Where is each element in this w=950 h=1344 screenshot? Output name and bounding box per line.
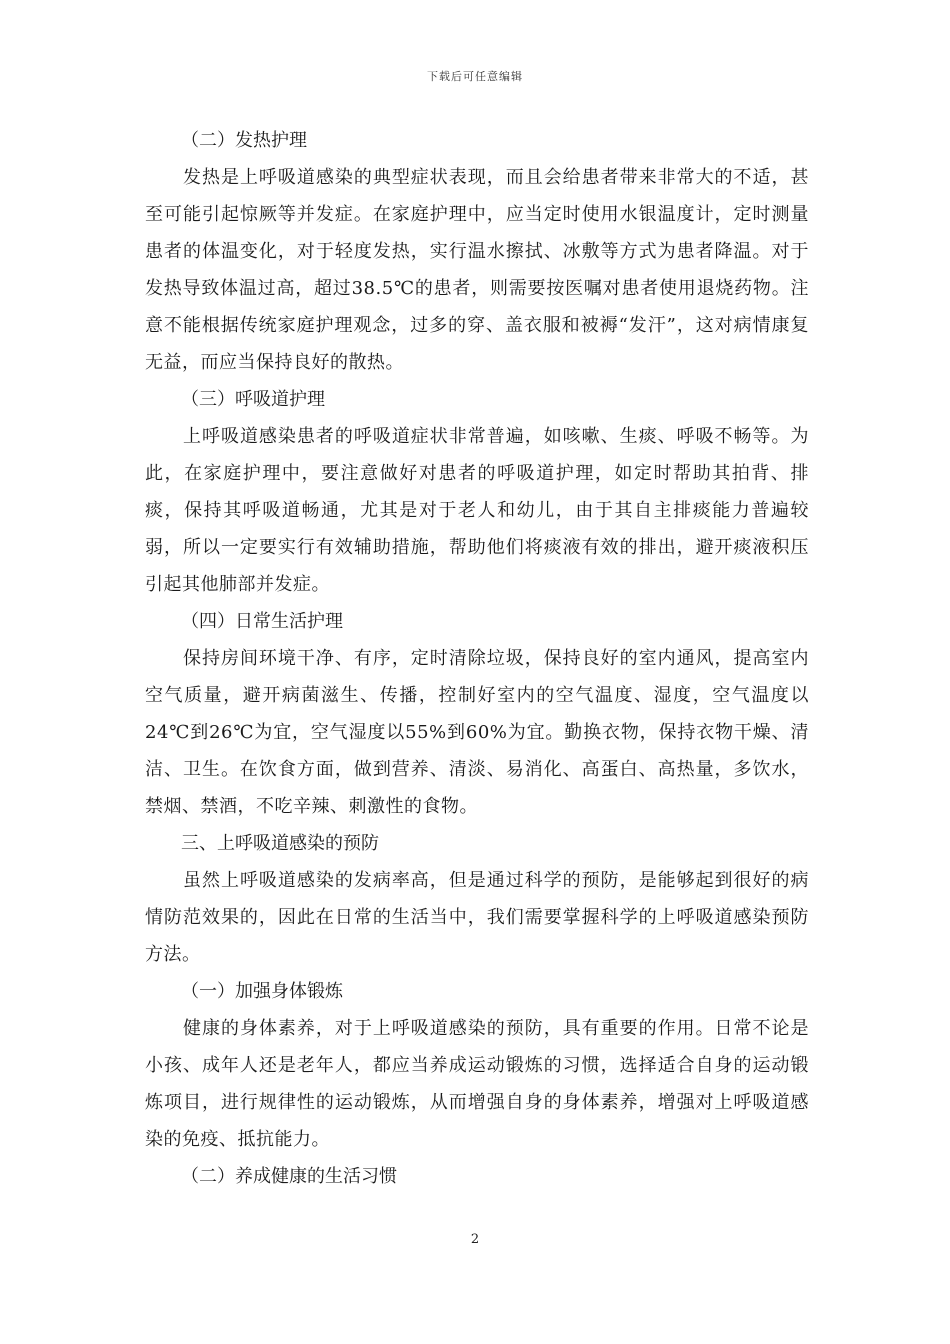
header-note: 下载后可任意编辑 (427, 70, 523, 83)
section-heading-prevention: 三、上呼吸道感染的预防 (181, 833, 379, 854)
section-heading-fever-care: （二）发热护理 (181, 130, 307, 151)
section-heading-exercise: （一）加强身体锻炼 (181, 981, 343, 1002)
paragraph-respiratory-care: 上呼吸道感染患者的呼吸道症状非常普遍，如咳嗽、生痰、呼吸不畅等。为此，在家庭护理中，要注意做好对患者的呼吸道护理，如定时帮助其拍背、排痰，保持其呼吸道畅通，尤其是对于老人和幼儿，由于其自主排痰能力普遍较弱，所以一定要实行有效辅助措施，帮助他们将痰液有效的排出，避开痰液积压引起其他肺部并发症。 (145, 426, 809, 595)
paragraph-exercise: 健康的身体素养，对于上呼吸道感染的预防，具有重要的作用。日常不论是小孩、成年人还是老年人，都应当养成运动锻炼的习惯，选择适合自身的运动锻炼项目，进行规律性的运动锻炼，从而增强自身的身体素养，增强对上呼吸道感染的免疫、抵抗能力。 (145, 1018, 809, 1150)
paragraph-prevention: 虽然上呼吸道感染的发病率高，但是通过科学的预防，是能够起到很好的病情防范效果的，因此在日常的生活当中，我们需要掌握科学的上呼吸道感染预防方法。 (145, 870, 809, 965)
section-heading-respiratory-care: （三）呼吸道护理 (181, 389, 325, 410)
document-body (145, 122, 809, 1195)
paragraph-daily-care: 保持房间环境干净、有序，定时清除垃圾，保持良好的室内通风，提高室内空气质量，避开病菌滋生、传播，控制好室内的空气温度、湿度，空气温度以24℃到26℃为宜，空气湿度以55%到60%为宜。勤换衣物，保持衣物干燥、清洁、卫生。在饮食方面，做到营养、清淡、易消化、高蛋白、高热量，多饮水，禁烟、禁酒，不吃辛辣、刺激性的食物。 (145, 648, 809, 817)
section-heading-habits: （二）养成健康的生活习惯 (181, 1166, 397, 1187)
page-number: 2 (470, 1232, 480, 1247)
section-heading-daily-care: （四）日常生活护理 (181, 611, 343, 632)
paragraph-fever-care: 发热是上呼吸道感染的典型症状表现，而且会给患者带来非常大的不适，甚至可能引起惊厥等并发症。在家庭护理中，应当定时使用水银温度计，定时测量患者的体温变化，对于轻度发热，实行温水擦拭、冰敷等方式为患者降温。对于发热导致体温过高，超过38.5℃的患者，则需要按医嘱对患者使用退烧药物。注意不能根据传统家庭护理观念，过多的穿、盖衣服和被褥“发汗”，这对病情康复无益，而应当保持良好的散热。 (145, 167, 809, 373)
